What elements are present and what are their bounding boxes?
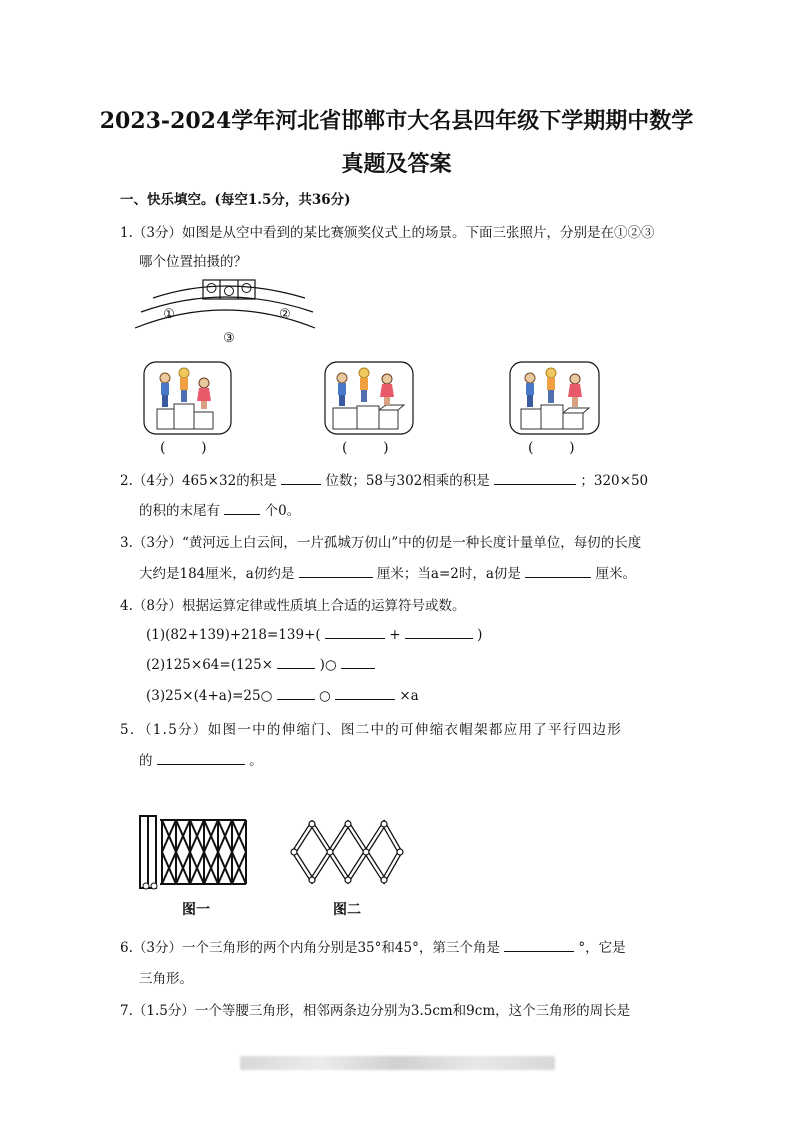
q4-blank-1[interactable]: [325, 626, 385, 639]
q2-text-c: ；320×50: [580, 473, 649, 489]
marker-2: ②: [279, 307, 291, 322]
q6-text-a: 6.（3分）一个三角形的两个内角分别是35°和45°，第三个角是: [120, 940, 500, 956]
q2-blank-2[interactable]: [494, 472, 576, 485]
q4-part2-text-b: )○: [319, 657, 337, 673]
q4-blank-5[interactable]: [277, 687, 315, 700]
q6-blank-1[interactable]: [504, 939, 574, 952]
q4-blank-6[interactable]: [335, 687, 395, 700]
answer-paren-3[interactable]: ( ): [528, 440, 575, 456]
q6-line2: 三角形。: [139, 971, 193, 987]
q5-text-a: 的: [139, 753, 153, 769]
q4-part1-text-c: ): [477, 627, 483, 643]
q3-blank-2[interactable]: [525, 565, 591, 578]
q4-blank-2[interactable]: [405, 626, 473, 639]
q3-line1: 3.（3分）“黄河远上白云间，一片孤城万仞山”中的仞是一种长度计量单位，每仞的长度: [120, 535, 642, 551]
q6-text-b: °，它是: [578, 940, 626, 956]
q4-part3-text-a: (3)25×(4+a)=25○: [146, 688, 273, 704]
q4-part3-text-b: ○: [318, 688, 331, 704]
section-heading: 一、快乐填空。(每空1.5分，共36分): [120, 192, 351, 208]
q2-text-b: 位数；58与302相乘的积是: [325, 473, 490, 489]
q2-line1: [120, 469, 648, 489]
q4-blank-3[interactable]: [277, 656, 315, 669]
q7-line1: 7.（1.5分）一个等腰三角形，相邻两条边分别为3.5cm和9cm，这个三角形的周长是: [120, 1003, 631, 1019]
marker-3: ③: [223, 331, 235, 346]
q4-line1: 4.（8分）根据运算定律或性质填上合适的运算符号或数。: [120, 598, 466, 614]
q5-blank-1[interactable]: [157, 752, 245, 765]
retractable-gate-figure: [136, 812, 252, 892]
q5-line1: 5．（1.5分）如图一中的伸缩门、图二中的可伸缩衣帽架都应用了平行四边形: [120, 722, 623, 738]
figure-2-label: 图二: [333, 902, 361, 918]
q3-text-c: 厘米。: [595, 566, 637, 582]
q4-part2: [146, 656, 375, 673]
q5-text-b: 。: [249, 753, 263, 769]
q3-line2: [139, 562, 636, 582]
q4-blank-4[interactable]: [341, 656, 375, 669]
q2-blank-3[interactable]: [224, 502, 260, 515]
q2-text-d: 的积的末尾有: [139, 503, 220, 519]
q2-line2: [139, 499, 300, 519]
photo-frame-2: [324, 361, 414, 435]
figure-1-label: 图一: [182, 902, 210, 918]
q3-text-b: 厘米；当a=2时，a仞是: [376, 566, 521, 582]
q4-part3-text-c: ×a: [399, 688, 419, 704]
q4-part1-text-b: +: [389, 627, 401, 643]
page-title-line2: 真题及答案: [341, 151, 452, 177]
q3-text-a: 大约是184厘米，a仞约是: [139, 566, 295, 582]
q2-text-a: 2.（4分）465×32的积是: [120, 473, 277, 489]
q1-line2: 哪个位置拍摄的？: [139, 254, 247, 270]
coat-rack-figure: [288, 812, 404, 892]
q4-part2-text-a: (2)125×64=(125×: [146, 657, 274, 673]
q2-blank-1[interactable]: [281, 472, 321, 485]
q1-line1: 1.（3分）如图是从空中看到的某比赛颁奖仪式上的场景。下面三张照片，分别是在①②③: [120, 225, 655, 241]
blurred-footer: [240, 1056, 555, 1070]
answer-paren-2[interactable]: ( ): [342, 440, 389, 456]
q4-part1-text-a: (1)(82+139)+218=139+(: [146, 627, 321, 643]
q2-text-e: 个0。: [264, 503, 301, 519]
photo-frame-1: [143, 361, 232, 435]
marker-1: ①: [163, 307, 175, 322]
q4-part1: [146, 626, 482, 643]
q5-line2: [139, 749, 263, 769]
podium-top-view-diagram: [135, 276, 315, 348]
q6-line1: [120, 936, 626, 956]
page-title-line1: 2023-2024学年河北省邯郸市大名县四年级下学期期中数学: [99, 108, 694, 134]
photo-frame-3: [509, 361, 600, 435]
q3-blank-1[interactable]: [299, 565, 373, 578]
answer-paren-1[interactable]: ( ): [160, 440, 207, 456]
q4-part3: [146, 687, 419, 704]
